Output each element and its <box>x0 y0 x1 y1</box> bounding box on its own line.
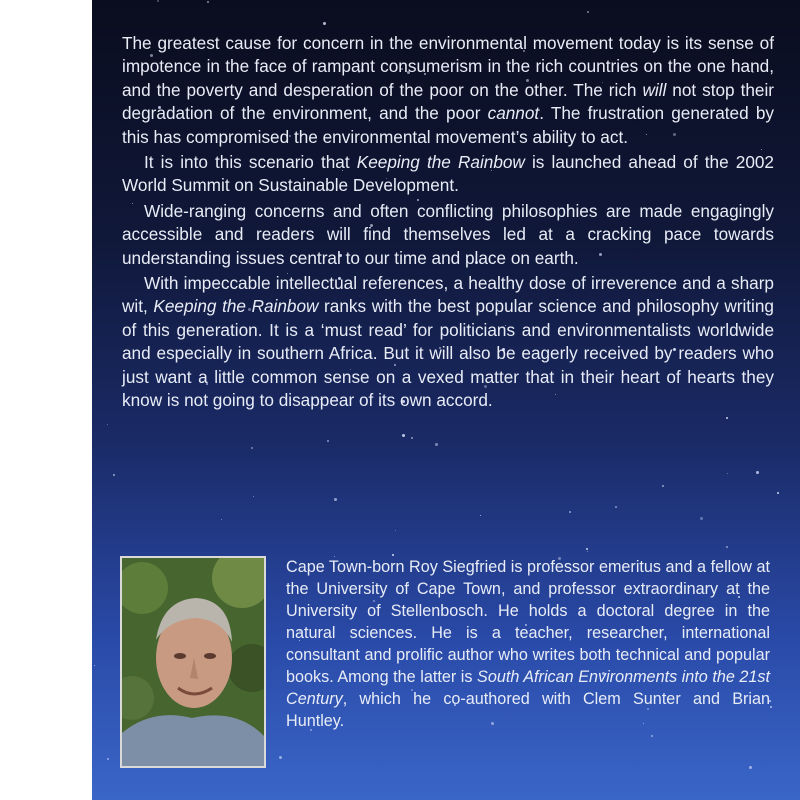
star-dot <box>587 551 588 552</box>
blurb-paragraph-1: The greatest cause for concern in the environmental movement today is its sense of impotence in the face of rampant consumerism in the rich countries on the one hand, and the poverty and desperation of the poor on the other. The rich will not stop their degradation of the environment, and the poor cannot. The frustration generated by this has compromised the environmental movement’s ability to act. <box>122 33 774 147</box>
blurb-paragraph-2: It is into this scenario that Keeping the Rainbow is launched ahead of the 2002 World Summit on Sustainable Development. <box>122 152 774 196</box>
star-dot <box>251 447 253 449</box>
author-portrait-image <box>122 558 264 766</box>
star-dot <box>662 485 664 487</box>
star-dot <box>411 437 413 439</box>
star-dot <box>615 506 617 508</box>
blurb-paragraph-4: With impeccable intellectual references, a healthy dose of irreverence and a sharp wit, Keeping the Rainbow ranks with the best popular science and philosophy writing of this generation. It is a ‘must read’ for politicians and environmentalists worldwide and especially in southern Africa. But it will also be eagerly received by readers who just want a little common sense on a vexed matter that in their heart of hearts they know is not going to disappear of its own accord. <box>122 273 774 411</box>
star-dot <box>777 492 779 494</box>
star-dot <box>726 417 728 419</box>
star-dot <box>107 424 108 425</box>
star-dot <box>587 11 589 13</box>
star-dot <box>113 474 115 476</box>
star-dot <box>327 440 329 442</box>
blurb-text <box>122 32 774 413</box>
star-dot <box>756 471 759 474</box>
star-dot <box>727 473 728 474</box>
star-dot <box>94 665 95 666</box>
star-dot <box>395 530 396 531</box>
star-dot <box>569 511 571 513</box>
author-bio-paragraph: Cape Town-born Roy Siegfried is professor emeritus and a fellow at the University of Cape Town, and professor extraordinary at the University of Stellenbosch. He holds a doctoral degree in the natural sciences. He is a teacher, researcher, international consultant and prolific author who writes both technical and popular books. Among the latter is South African Environments into the 21st Century, which he co-authored with Clem Sunter and Brian Huntley. <box>286 558 770 730</box>
blurb-paragraph-3: Wide-ranging concerns and often conflicting philosophies are made engagingly accessible and readers will find themselves led at a cracking pace towards understanding issues central to our time and place on earth. <box>122 200 774 268</box>
author-photo <box>120 556 266 768</box>
star-dot <box>435 443 438 446</box>
star-dot <box>207 1 209 3</box>
star-dot <box>221 519 222 520</box>
star-dot <box>157 0 159 2</box>
star-dot <box>334 498 337 501</box>
star-dot <box>480 515 481 516</box>
star-dot <box>253 496 254 497</box>
star-dot <box>586 548 588 550</box>
star-dot <box>323 22 326 25</box>
book-back-cover <box>92 0 800 800</box>
star-dot <box>726 546 728 548</box>
author-bio <box>286 556 770 732</box>
star-dot <box>700 517 703 520</box>
author-section <box>120 556 780 786</box>
star-dot <box>402 434 405 437</box>
star-dot <box>107 758 109 760</box>
